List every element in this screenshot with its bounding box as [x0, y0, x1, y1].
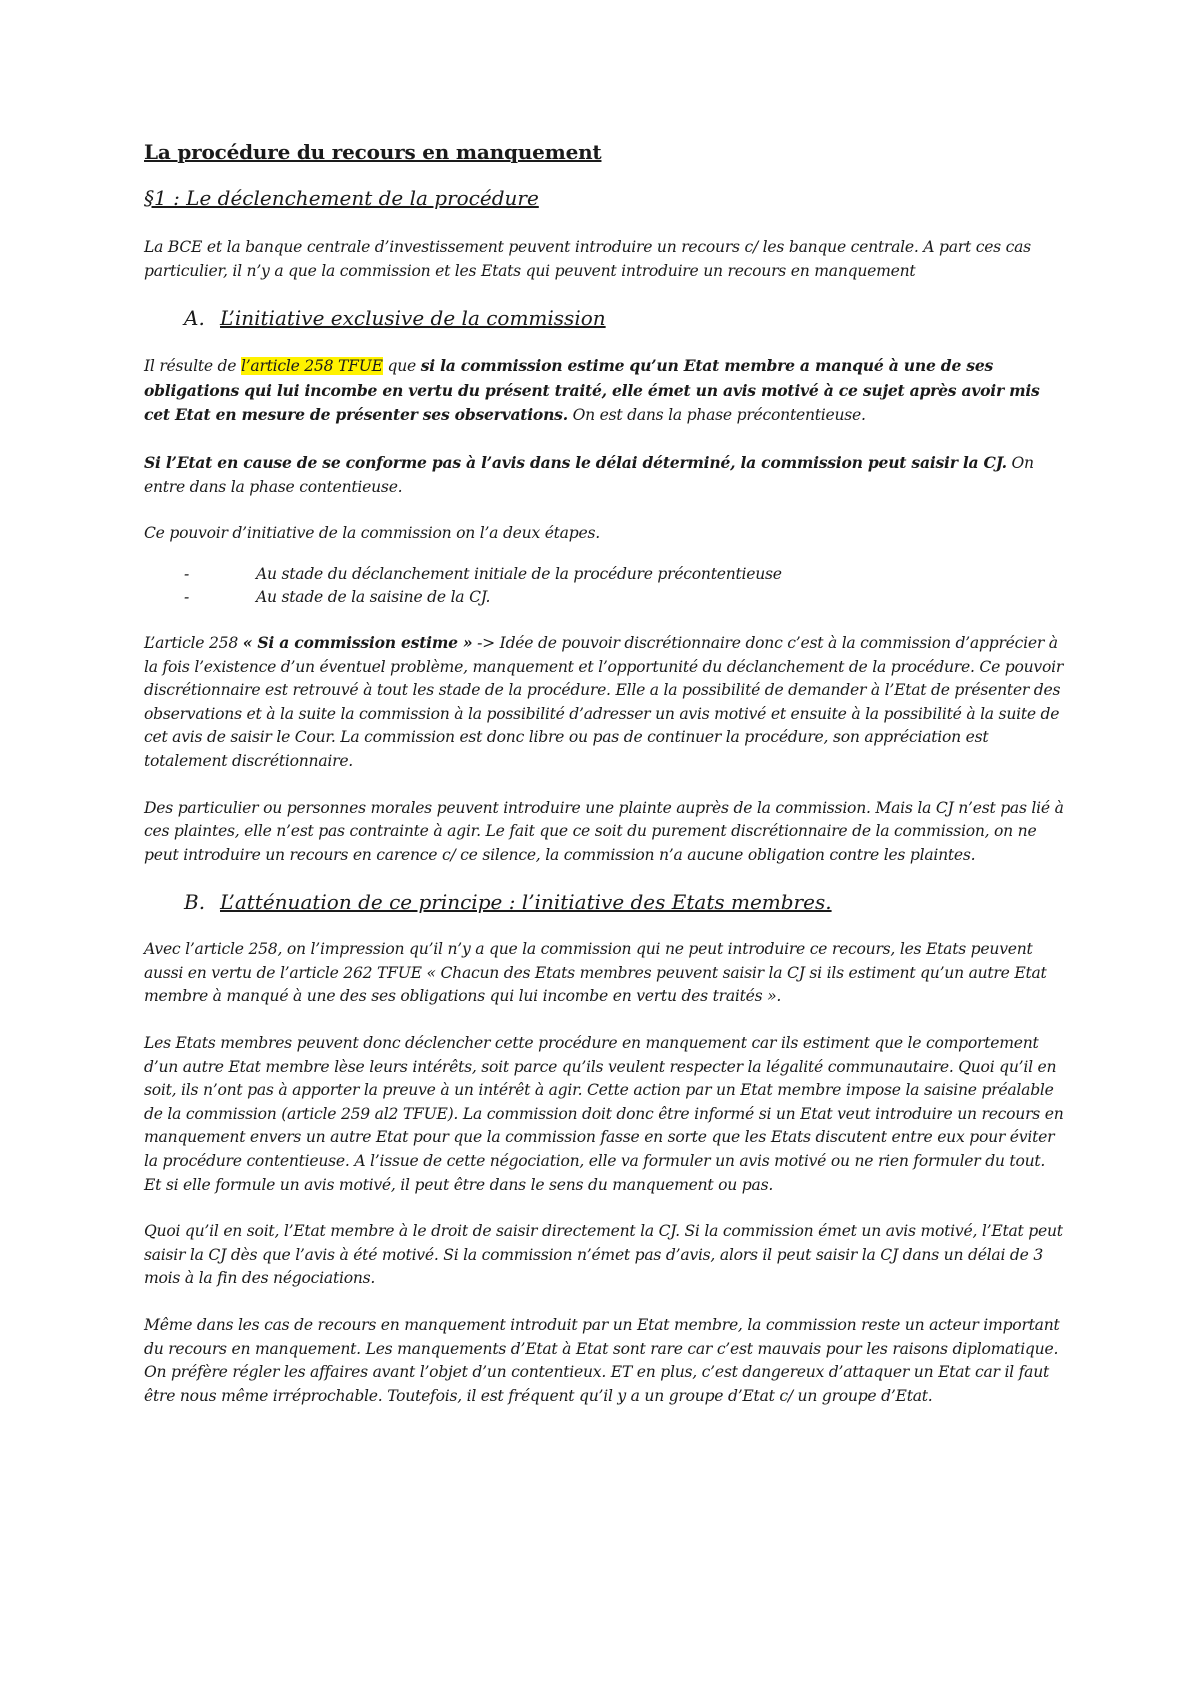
section-1-intro: La BCE et la banque centrale d’investissement peuvent introduire un recours c/ les banque centrale. A part ces cas particulier, il n’y a que la commission et les Etats qui peuvent introduire un recours en manquement — [144, 238, 1031, 280]
subheading-b — [144, 890, 1064, 914]
paragraph-acteur-important: Même dans les cas de recours en manquement introduit par un Etat membre, la commission reste un acteur important du recours en manquement. Les manquements d’Etat à Etat sont rare car c’est mauvais pour les raisons diplomatique. On préfère régler les affaires avant l’objet d’un contentieux. ET en plus, c’est dangereux d’attaquer un Etat car il faut être nous même irréprochable. Toutefois, il est fréquent qu’il y a un groupe d’Etat c/ un groupe d’Etat. — [144, 1316, 1060, 1405]
list-item — [144, 586, 1064, 610]
list-item-text: Au stade du déclanchement initiale de la procédure précontentieuse — [256, 564, 782, 583]
paragraph-saisine-directe: Quoi qu’il en soit, l’Etat membre à le droit de saisir directement la CJ. Si la commission émet un avis motivé, l’Etat peut saisir la CJ dès que l’avis à été motivé. Si la commission n’émet pas d’avis, alors il peut saisir la CJ dans un délai de 3 mois à la fin des négociations. — [144, 1222, 1063, 1288]
stages-list — [144, 563, 1064, 610]
highlighted-reference: l’article 258 TFUE — [240, 357, 383, 376]
subheading-b-title: L’atténuation de ce principe : l’initiative des Etats membres. — [220, 890, 832, 915]
text-run: que — [382, 357, 421, 376]
text-run: L’article 258 — [144, 633, 243, 652]
paragraph-etats-membres: Les Etats membres peuvent donc déclencher cette procédure en manquement car ils estiment que le comportement d’un autre Etat membre lèse leurs intérêts, soit parce qu’ils veulent respecter la légalité communautaire. Quoi qu’il en soit, ils n’ont pas à apporter la preuve à un intérêt à agir. Cette action par un Etat membre impose la saisine préalable de la commission (article 259 al2 TFUE). La commission doit donc être informé si un Etat veut introduire un recours en manquement envers un autre Etat pour que la commission fasse en sorte que les Etats discutent entre eux pour éviter la procédure contentieuse. A l’issue de cette négociation, elle va formuler un avis motivé ou ne rien formuler du tout. Et si elle formule un avis motivé, il peut être dans le sens du manquement ou pas. — [144, 1034, 1064, 1194]
list-item-text: Au stade de la saisine de la CJ. — [256, 588, 491, 607]
list-item — [144, 563, 1064, 587]
subheading-a-title: L’initiative exclusive de la commission — [220, 306, 606, 331]
subheading-a-letter: A. — [184, 306, 205, 331]
text-run: -> Idée de pouvoir discrétionnaire donc c’est à la commission d’apprécier à la fois l’existence d’un éventuel problème, manquement et l’opportunité du déclanchement de la procédure. Ce pouvoir discrétionnaire est retrouvé à tout les stade de la procédure. Elle a la possibilité de demander à l’Etat de présenter des observations et à la suite la commission à la possibilité d’adresser un avis motivé et ensuite à la possibilité à la suite de cet avis de saisir le Cour. La commission est donc libre ou pas de continuer la procédure, son appréciation est totalement discrétionnaire. — [144, 633, 1064, 770]
text-run: Il résulte de — [144, 357, 241, 376]
paragraph-pouvoir-discretionnaire — [144, 631, 1064, 774]
document-body — [144, 140, 1064, 1431]
list-dash: - — [184, 588, 190, 607]
bold-quote: si la commission estime qu’un Etat membre a manqué à une de ses obligations qui lui incombe en vertu du présent traité, elle émet un avis motivé à ce sujet après avoir mis cet Etat en mesure de présenter ses observations. — [144, 356, 1040, 425]
text-run: On entre dans la phase contentieuse. — [144, 453, 1034, 496]
paragraph-plaintes: Des particulier ou personnes morales peuvent introduire une plainte auprès de la commission. Mais la CJ n’est pas lié à ces plaintes, elle n’est pas contrainte à agir. Le fait que ce soit du purement discrétionnaire de la commission, on ne peut introduire un recours en carence c/ ce silence, la commission n’a aucune obligation contre les plaintes. — [144, 798, 1064, 864]
paragraph-article-258 — [144, 354, 1064, 428]
paragraph-saisine — [144, 451, 1064, 499]
paragraph-article-262: Avec l’article 258, on l’impression qu’il n’y a que la commission qui ne peut introduire ce recours, les Etats peuvent aussi en vertu de l’article 262 TFUE « Chacun des Etats membres peuvent saisir la CJ si ils estiment qu’un autre Etat membre à manqué à une des ses obligations qui lui incombe en vertu des traités ». — [144, 940, 1047, 1006]
text-run: On est dans la phase précontentieuse. — [567, 406, 866, 425]
list-dash: - — [184, 564, 190, 583]
subheading-b-letter: B. — [184, 890, 206, 915]
section-1-title: §1 : Le déclenchement de la procédure — [144, 186, 539, 210]
bold-quote: « Si a commission estime » — [242, 632, 473, 652]
subheading-a — [144, 306, 1064, 330]
bold-quote: Si l’Etat en cause de se conforme pas à l’avis dans le délai déterminé, la commission peut saisir la CJ. — [144, 452, 1007, 472]
page-title: La procédure du recours en manquement — [144, 140, 602, 164]
paragraph-pouvoir-initiative: Ce pouvoir d’initiative de la commission on l’a deux étapes. — [144, 524, 600, 543]
